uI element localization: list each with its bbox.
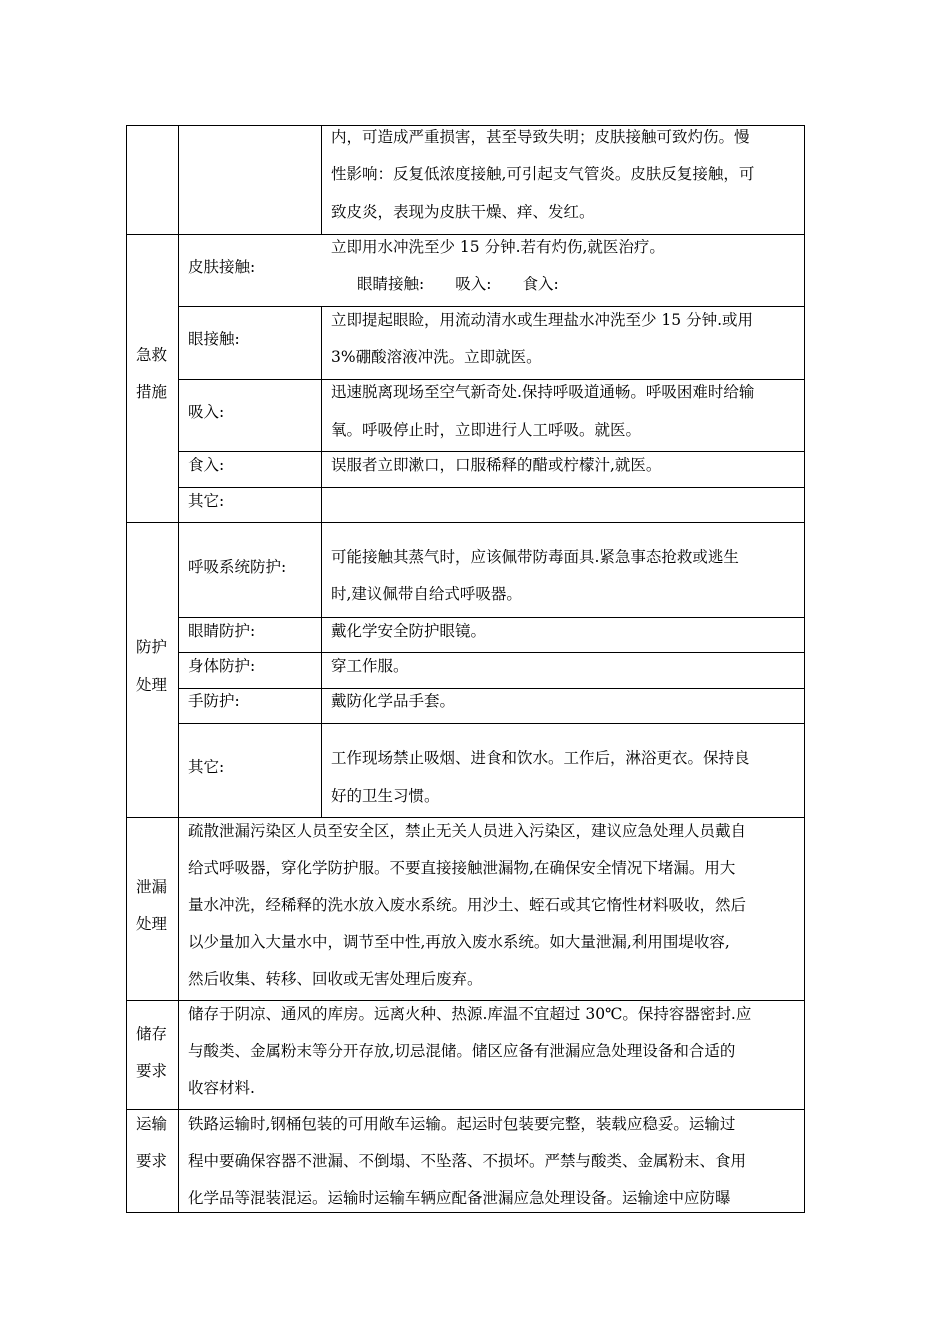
row-divider [178,617,804,618]
leak-text-line: 然后收集、转移、回收或无害处理后废弃。 [188,970,483,988]
eye-contact-label: 眼接触: [188,330,240,348]
transport-text-line: 铁路运输时,钢桶包装的可用敞车运输。起运时包装要完整，装载应稳妥。运输过 [188,1115,736,1133]
row-divider [126,817,804,818]
protection-other-text-line: 工作现场禁止吸烟、进食和饮水。工作后，淋浴更衣。保持良 [331,749,750,767]
skin-contact-text: 立即用水冲洗至少 15 分钟.若有灼伤,就医治疗。 [331,238,665,256]
eye-contact-text-line: 3%硼酸溶液冲洗。立即就医。 [331,348,542,366]
skin-contact-subline: 眼睛接触: 吸入: 食入: [357,275,559,293]
leak-category-line: 泄漏 [136,878,168,896]
eye-protection-text: 戴化学安全防护眼镜。 [331,622,487,640]
toxicity-text-line: 性影响：反复低浓度接触,可引起支气管炎。皮肤反复接触，可 [331,165,755,183]
respiratory-protection-label: 呼吸系统防护: [188,558,287,576]
protection-other-text-line: 好的卫生习惯。 [331,787,440,805]
row-divider [178,379,804,380]
table-top-border [126,125,804,126]
ingestion-text: 误服者立即漱口，口服稀释的醋或柠檬汁,就医。 [331,456,662,474]
protection-category-line: 防护 [136,638,168,656]
hand-protection-text: 戴防化学品手套。 [331,692,456,710]
storage-category-line: 要求 [136,1062,168,1080]
column-divider [321,125,322,235]
protection-other-label: 其它: [188,758,225,776]
toxicity-text-line: 致皮炎，表现为皮肤干燥、痒、发红。 [331,203,595,221]
ingestion-label: 食入: [188,456,225,474]
transport-text-line: 程中要确保容器不泄漏、不倒塌、不坠落、不损坏。严禁与酸类、金属粉末、食用 [188,1152,747,1170]
row-divider [126,234,804,235]
storage-text-line: 收容材料. [188,1079,255,1097]
storage-text-line: 储存于阴凉、通风的库房。远离火种、热源.库温不宜超过 30℃。保持容器密封.应 [188,1005,752,1023]
body-protection-text: 穿工作服。 [331,657,409,675]
row-divider [178,306,804,307]
row-divider [178,688,804,689]
table-bottom-border [126,1212,804,1213]
protection-category-line: 处理 [136,676,168,694]
transport-category-line: 运输 [136,1115,168,1133]
column-divider [178,125,179,1213]
row-divider [178,723,804,724]
hand-protection-label: 手防护: [188,692,240,710]
first-aid-category-line: 措施 [136,383,168,401]
row-divider [178,487,804,488]
inhalation-text-line: 氧。呼吸停止时，立即进行人工呼吸。就医。 [331,421,642,439]
body-protection-label: 身体防护: [188,657,256,675]
row-divider [126,522,804,523]
row-divider [178,652,804,653]
eye-protection-label: 眼睛防护: [188,622,256,640]
inhalation-label: 吸入: [188,403,225,421]
leak-text-line: 以少量加入大量水中，调节至中性,再放入废水系统。如大量泄漏,利用围堤收容, [188,933,730,951]
first-aid-other-label: 其它: [188,492,225,510]
leak-category-line: 处理 [136,915,168,933]
inhalation-text-line: 迅速脱离现场至空气新奇处.保持呼吸道通畅。呼吸困难时给输 [331,383,755,401]
column-divider [321,522,322,818]
eye-contact-text-line: 立即提起眼睑，用流动清水或生理盐水冲洗至少 15 分钟.或用 [331,311,754,329]
table-left-border [126,125,127,1213]
transport-text-line: 化学品等混装混运。运输时运输车辆应配备泄漏应急处理设备。运输途中应防曝 [188,1189,731,1207]
table-right-border [804,125,805,1213]
leak-text-line: 量水冲洗，经稀释的洗水放入废水系统。用沙土、蛭石或其它惰性材料吸收，然后 [188,896,747,914]
toxicity-text-line: 内，可造成严重损害，甚至导致失明；皮肤接触可致灼伤。慢 [331,128,750,146]
respiratory-protection-text-line: 可能接触其蒸气时，应该佩带防毒面具.紧急事态抢救或逃生 [331,548,739,566]
storage-text-line: 与酸类、金属粉末等分开存放,切忌混储。储区应备有泄漏应急处理设备和合适的 [188,1042,736,1060]
column-divider [321,306,322,523]
first-aid-category-line: 急救 [136,346,168,364]
leak-text-line: 疏散泄漏污染区人员至安全区，禁止无关人员进入污染区，建议应急处理人员戴自 [188,822,747,840]
row-divider [178,451,804,452]
leak-text-line: 给式呼吸器，穿化学防护服。不要直接接触泄漏物,在确保安全情况下堵漏。用大 [188,859,736,877]
transport-category-line: 要求 [136,1152,168,1170]
row-divider [126,1109,804,1110]
row-divider [126,1000,804,1001]
storage-category-line: 储存 [136,1025,168,1043]
respiratory-protection-text-line: 时,建议佩带自给式呼吸器。 [331,585,522,603]
skin-contact-label: 皮肤接触: [188,258,256,276]
